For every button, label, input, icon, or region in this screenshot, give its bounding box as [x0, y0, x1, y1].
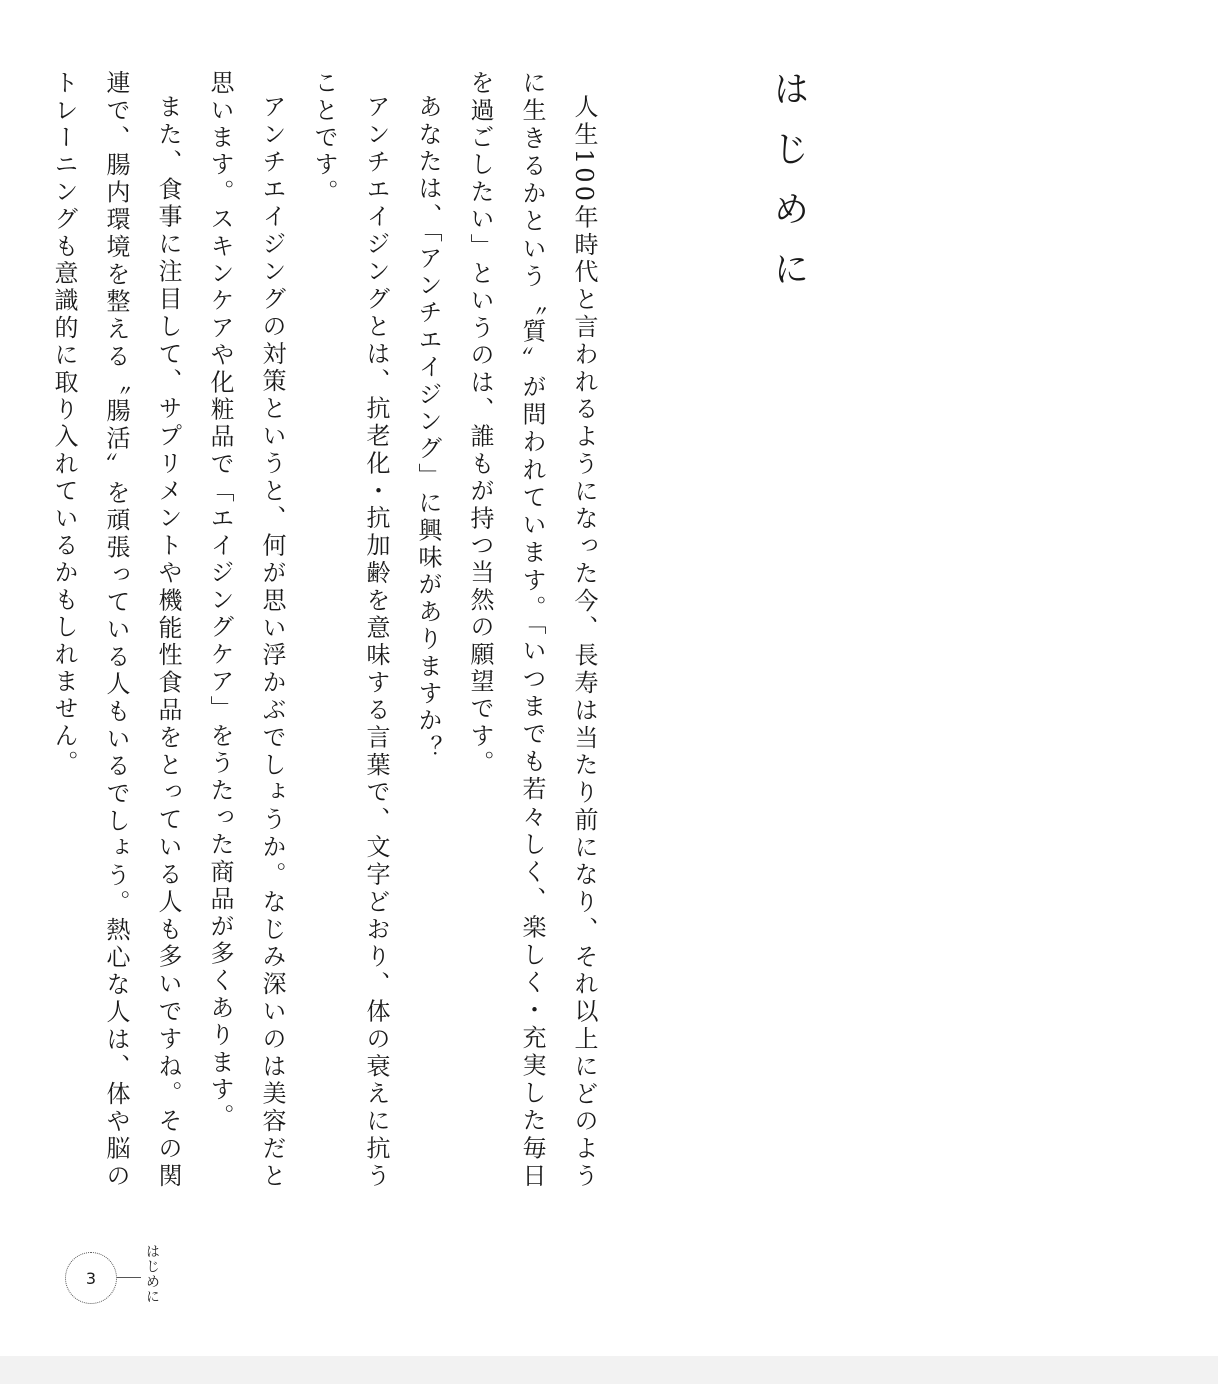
running-header: はじめに — [144, 1244, 160, 1304]
page-title: はじめに — [768, 70, 809, 310]
paragraph: アンチエイジングの対策というと、何が思い浮かぶでしょうか。なじみ深いのは美容だと思います。スキンケアや化粧品で「エイジングケア」をうたった商品が多くあります。 — [206, 70, 286, 1190]
folio-connector-line — [117, 1277, 141, 1278]
paragraph: また、食事に注目して、サプリメントや機能性食品をとっている人も多いですね。その関連で、腸内環境を整える〝腸活〟を頑張っている人もいるでしょう。熱心な人は、体や脳のトレーニングも意識的に取り入れているかもしれません。 — [50, 70, 182, 1190]
page-number: 3 — [65, 1252, 117, 1304]
page-bottom-margin — [0, 1356, 1218, 1384]
paragraph: あなたは、「アンチエイジング」に興味がありますか？ — [414, 94, 442, 762]
body-text — [50, 70, 610, 1190]
paragraph: 人生100年時代と言われるようになった今、長寿は当たり前になり、それ以上にどのように生きるかという〝質〟が問われています。「いつまでも若々しく、楽しく・充実した毎日を過ごしたい」というのは、誰もが持つ当然の願望です。 — [466, 70, 598, 1190]
paragraph: アンチエイジングとは、抗老化・抗加齢を意味する言葉で、文字どおり、体の衰えに抗うことです。 — [310, 70, 390, 1190]
